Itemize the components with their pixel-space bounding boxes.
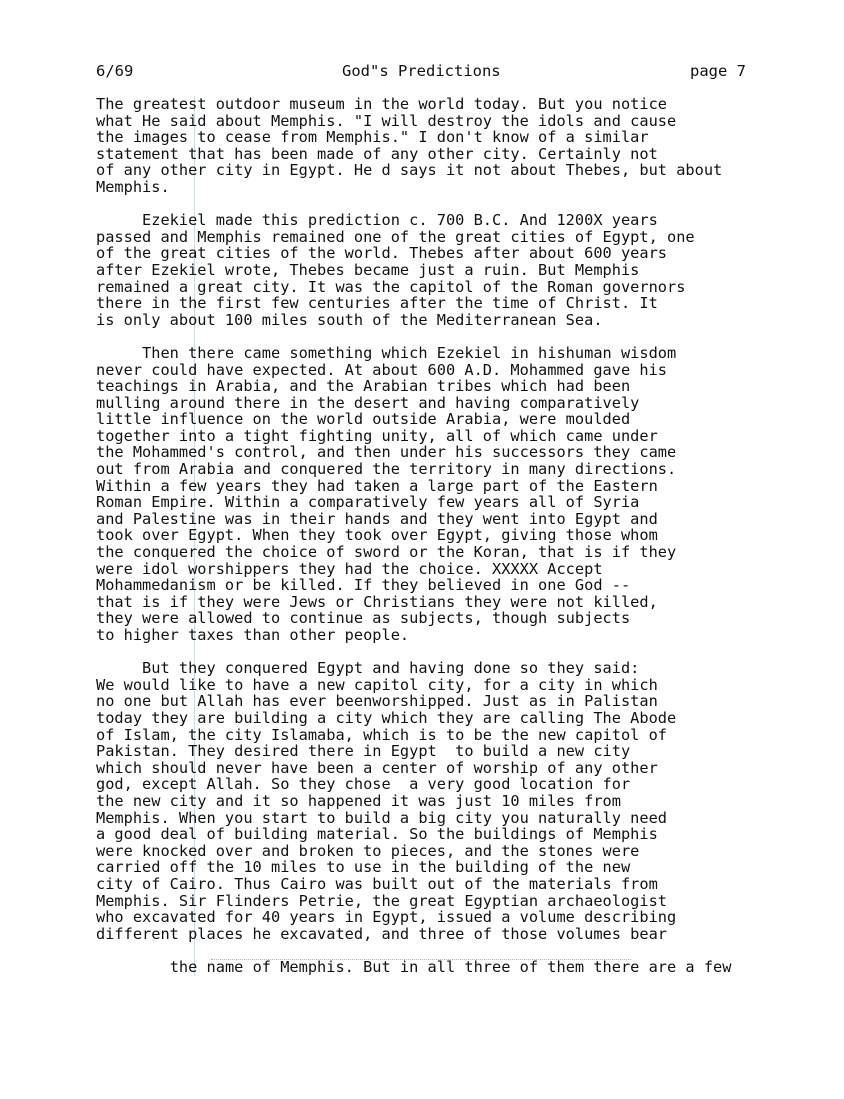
text-line: Memphis. (96, 177, 170, 196)
text-line: different places he excavated, and three of those volumes bear (96, 924, 667, 943)
text-line: god, except Allah. So they chose a very good location for (96, 775, 631, 794)
text-line: statement that has been made of any other city. Certainly not (96, 144, 658, 163)
paragraph (96, 345, 816, 644)
text-line: there in the first few centuries after the time of Christ. It (96, 294, 658, 313)
text-line: Then there came something which Ezekiel in hishuman wisdom (96, 343, 677, 362)
text-line (96, 942, 816, 976)
text-line: today they are building a city which they are calling The Abode (96, 708, 677, 727)
text-line: of the great cities of the world. Thebes after about 600 years (96, 244, 667, 263)
text-line: Memphis. When you start to build a big city you naturally need (96, 808, 667, 827)
paragraph (96, 212, 816, 328)
text-line: We would like to have a new capitol city, for a city in which (96, 675, 658, 694)
paragraph (96, 659, 816, 976)
text-line: But they conquered Egypt and having done so they said: (96, 659, 640, 678)
bleed-through-mark (211, 951, 631, 960)
text-line: teachings in Arabia, and the Arabian tribes which had been (96, 377, 631, 396)
text-line-content: the name of Memphis. But in all three of them there are a few (169, 957, 732, 976)
text-line: never could have expected. At about 600 A.D. Mohammed gave his (96, 360, 667, 379)
text-line: after Ezekiel wrote, Thebes became just a ruin. But Memphis (96, 260, 640, 279)
text-line: what He said about Memphis. "I will destroy the idols and cause (96, 111, 677, 130)
text-line: of Islam, the city Islamaba, which is to be the new capitol of (96, 725, 667, 744)
text-line: remained a great city. It was the capitol of the Roman governors (96, 277, 686, 296)
document-body (96, 96, 816, 975)
text-line: who excavated for 40 years in Egypt, issued a volume describing (96, 908, 677, 927)
text-line: took over Egypt. When they took over Egypt, giving those whom (96, 526, 658, 545)
text-line: the new city and it so happened it was just 10 miles from (96, 791, 621, 810)
text-line: which should never have been a center of worship of any other (96, 758, 658, 777)
text-line: and Palestine was in their hands and they went into Egypt and (96, 509, 658, 528)
text-line: carried off the 10 miles to use in the building of the new (96, 858, 631, 877)
text-line: is only about 100 miles south of the Mediterranean Sea. (96, 310, 603, 329)
text-line: to higher taxes than other people. (96, 626, 410, 644)
text-line: the conquered the choice of sword or the Koran, that is if they (96, 543, 677, 562)
text-line: were knocked over and broken to pieces, and the stones were (96, 841, 640, 860)
page-header (96, 62, 746, 82)
text-line: the Mohammed's control, and then under his successors they came (96, 443, 677, 462)
header-page-number: page 7 (690, 62, 746, 80)
text-line: city of Cairo. Thus Cairo was built out of the materials from (96, 874, 658, 893)
text-line: the images to cease from Memphis." I don't know of a similar (96, 128, 649, 147)
text-line: were idol worshippers they had the choice. XXXXX Accept (96, 559, 603, 578)
text-line: little influence on the world outside Arabia, were moulded (96, 410, 631, 429)
text-line: Memphis. Sir Flinders Petrie, the great Egyptian archaeologist (96, 891, 667, 910)
text-line: of any other city in Egypt. He d says it not about Thebes, but about (96, 161, 723, 180)
paragraph (96, 96, 816, 196)
text-line: that is if they were Jews or Christians they were not killed, (96, 592, 658, 611)
text-line: they were allowed to continue as subjects, though subjects (96, 609, 631, 628)
text-line: Mohammedanism or be killed. If they believed in one God -- (96, 576, 631, 595)
text-line: Within a few years they had taken a large part of the Eastern (96, 476, 658, 495)
text-line: mulling around there in the desert and having comparatively (96, 393, 640, 412)
header-title: God"s Predictions (342, 62, 501, 80)
text-line: passed and Memphis remained one of the great cities of Egypt, one (96, 227, 695, 246)
text-line: together into a tight fighting unity, all of which came under (96, 426, 658, 445)
text-line: out from Arabia and conquered the territory in many directions. (96, 460, 677, 479)
text-line: no one but Allah has ever beenworshipped. Just as in Palistan (96, 692, 658, 711)
text-line: Pakistan. They desired there in Egypt to build a new city (96, 742, 631, 761)
text-line: Ezekiel made this prediction c. 700 B.C. And 1200X years (96, 211, 658, 230)
text-line: The greatest outdoor museum in the world today. But you notice (96, 95, 667, 113)
text-line: a good deal of building material. So the buildings of Memphis (96, 825, 658, 844)
header-date: 6/69 (96, 62, 134, 80)
text-line: Roman Empire. Within a comparatively few years all of Syria (96, 493, 640, 512)
